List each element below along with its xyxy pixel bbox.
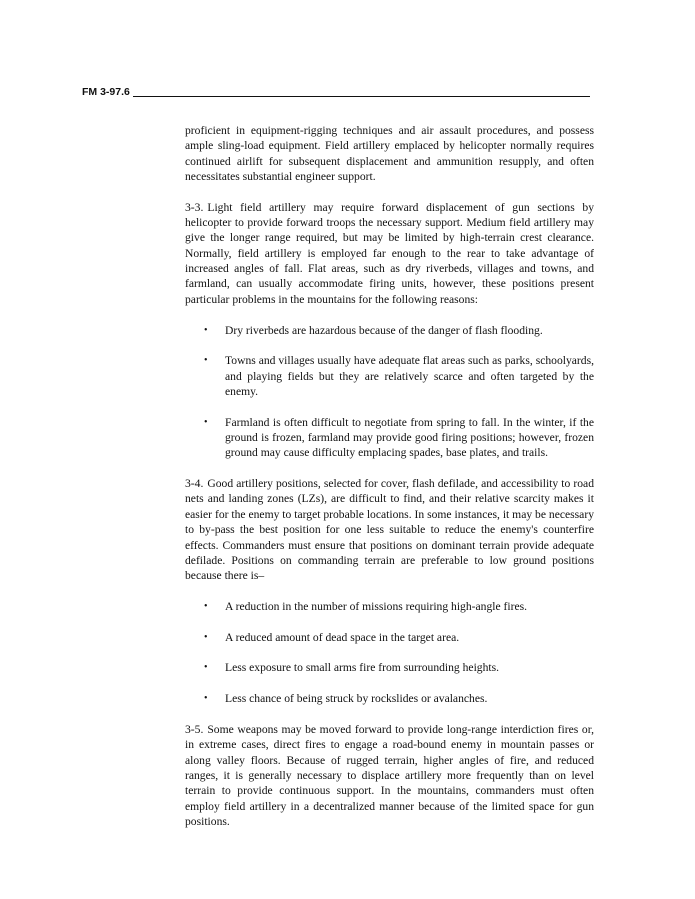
bullet-icon: • [204,324,208,336]
list-item [185,691,594,706]
list-item-text: Less chance of being struck by rockslides or avalanches. [225,692,488,706]
list-item [185,630,594,645]
page-header [82,84,590,98]
paragraph-text: Some weapons may be moved forward to provide long-range interdiction fires or, in extreme cases, direct fires to engage a road-bound enemy in mountain passes or along valley floors. Because of rugged terrain, higher angles of fire, and reduced ranges, it is generally necessary to displace artillery more frequently than on level terrain to provide continuous support. In the mountains, commanders must often employ field artillery in a decentralized manner because of the limited space for gun positions. [185,722,594,828]
list-item-text: A reduction in the number of missions requiring high-angle fires. [225,599,528,613]
page-body [185,123,594,845]
list-item-text: A reduced amount of dead space in the target area. [225,630,460,644]
bullet-icon: • [204,355,208,367]
paragraph-text: Good artillery positions, selected for cover, flash defilade, and accessibility to road nets and landing zones (LZs), are difficult to find, and their relative scarcity makes it easier for the enemy to target probable locations. In some instances, it may be necessary to by-pass the best position for one less suitable to reduce the enemy's counterfire effects. Commanders must ensure that positions on dominant terrain provide adequate defilade. Positions on commanding terrain are preferable to low ground positions because there is– [185,477,594,583]
list-item [185,599,594,614]
paragraph-number: 3-3. [185,200,204,214]
list-item [185,353,594,399]
paragraph-continuation: proficient in equipment-rigging techniques and air assault procedures, and possess ample sling-load equipment. Field artillery emplaced by helicopter normally requires continued airlift for subsequent displacement and ammunition resupply, and often necessitates substantial engineer support. [185,124,594,184]
list-item-text: Towns and villages usually have adequate flat areas such as parks, schoolyards, and playing fields but they are relatively scarce and often targeted by the enemy. [225,354,594,398]
list-item-text: Less exposure to small arms fire from surrounding heights. [225,661,500,675]
bullet-icon: • [204,662,208,674]
commanding-terrain-benefits-list [185,599,594,707]
manual-number: FM 3-97.6 [82,86,130,98]
list-item [185,323,594,338]
header-rule [133,96,590,97]
list-item-text: Dry riverbeds are hazardous because of the danger of flash flooding. [225,323,543,337]
paragraph-number: 3-5. [185,722,204,736]
paragraph-3-3 [185,200,594,307]
paragraph-text: Light field artillery may require forward displacement of gun sections by helicopter to provide forward troops the necessary support. Medium field artillery may give the longer range required, but may be limited by high-terrain crest clearance. Normally, field artillery is employed far enough to the rear to take advantage of increased angles of fall. Flat areas, such as dry riverbeds, villages and towns, and farmland, can usually accommodate firing units, however, these positions present particular problems in the mountains for the following reasons: [185,200,594,306]
firing-area-problems-list [185,323,594,461]
paragraph-number: 3-4. [185,477,204,491]
bullet-icon: • [204,600,208,612]
list-item-text: Farmland is often difficult to negotiate from spring to fall. In the winter, if the ground is frozen, farmland may provide good firing positions; however, frozen ground may cause difficulty emplacing spades, base plates, and trails. [225,415,594,460]
paragraph-3-4 [185,476,594,583]
list-item [185,660,594,675]
bullet-icon: • [204,416,208,428]
paragraph-3-5 [185,722,594,829]
bullet-icon: • [204,693,208,705]
bullet-icon: • [204,631,208,643]
list-item [185,415,594,461]
